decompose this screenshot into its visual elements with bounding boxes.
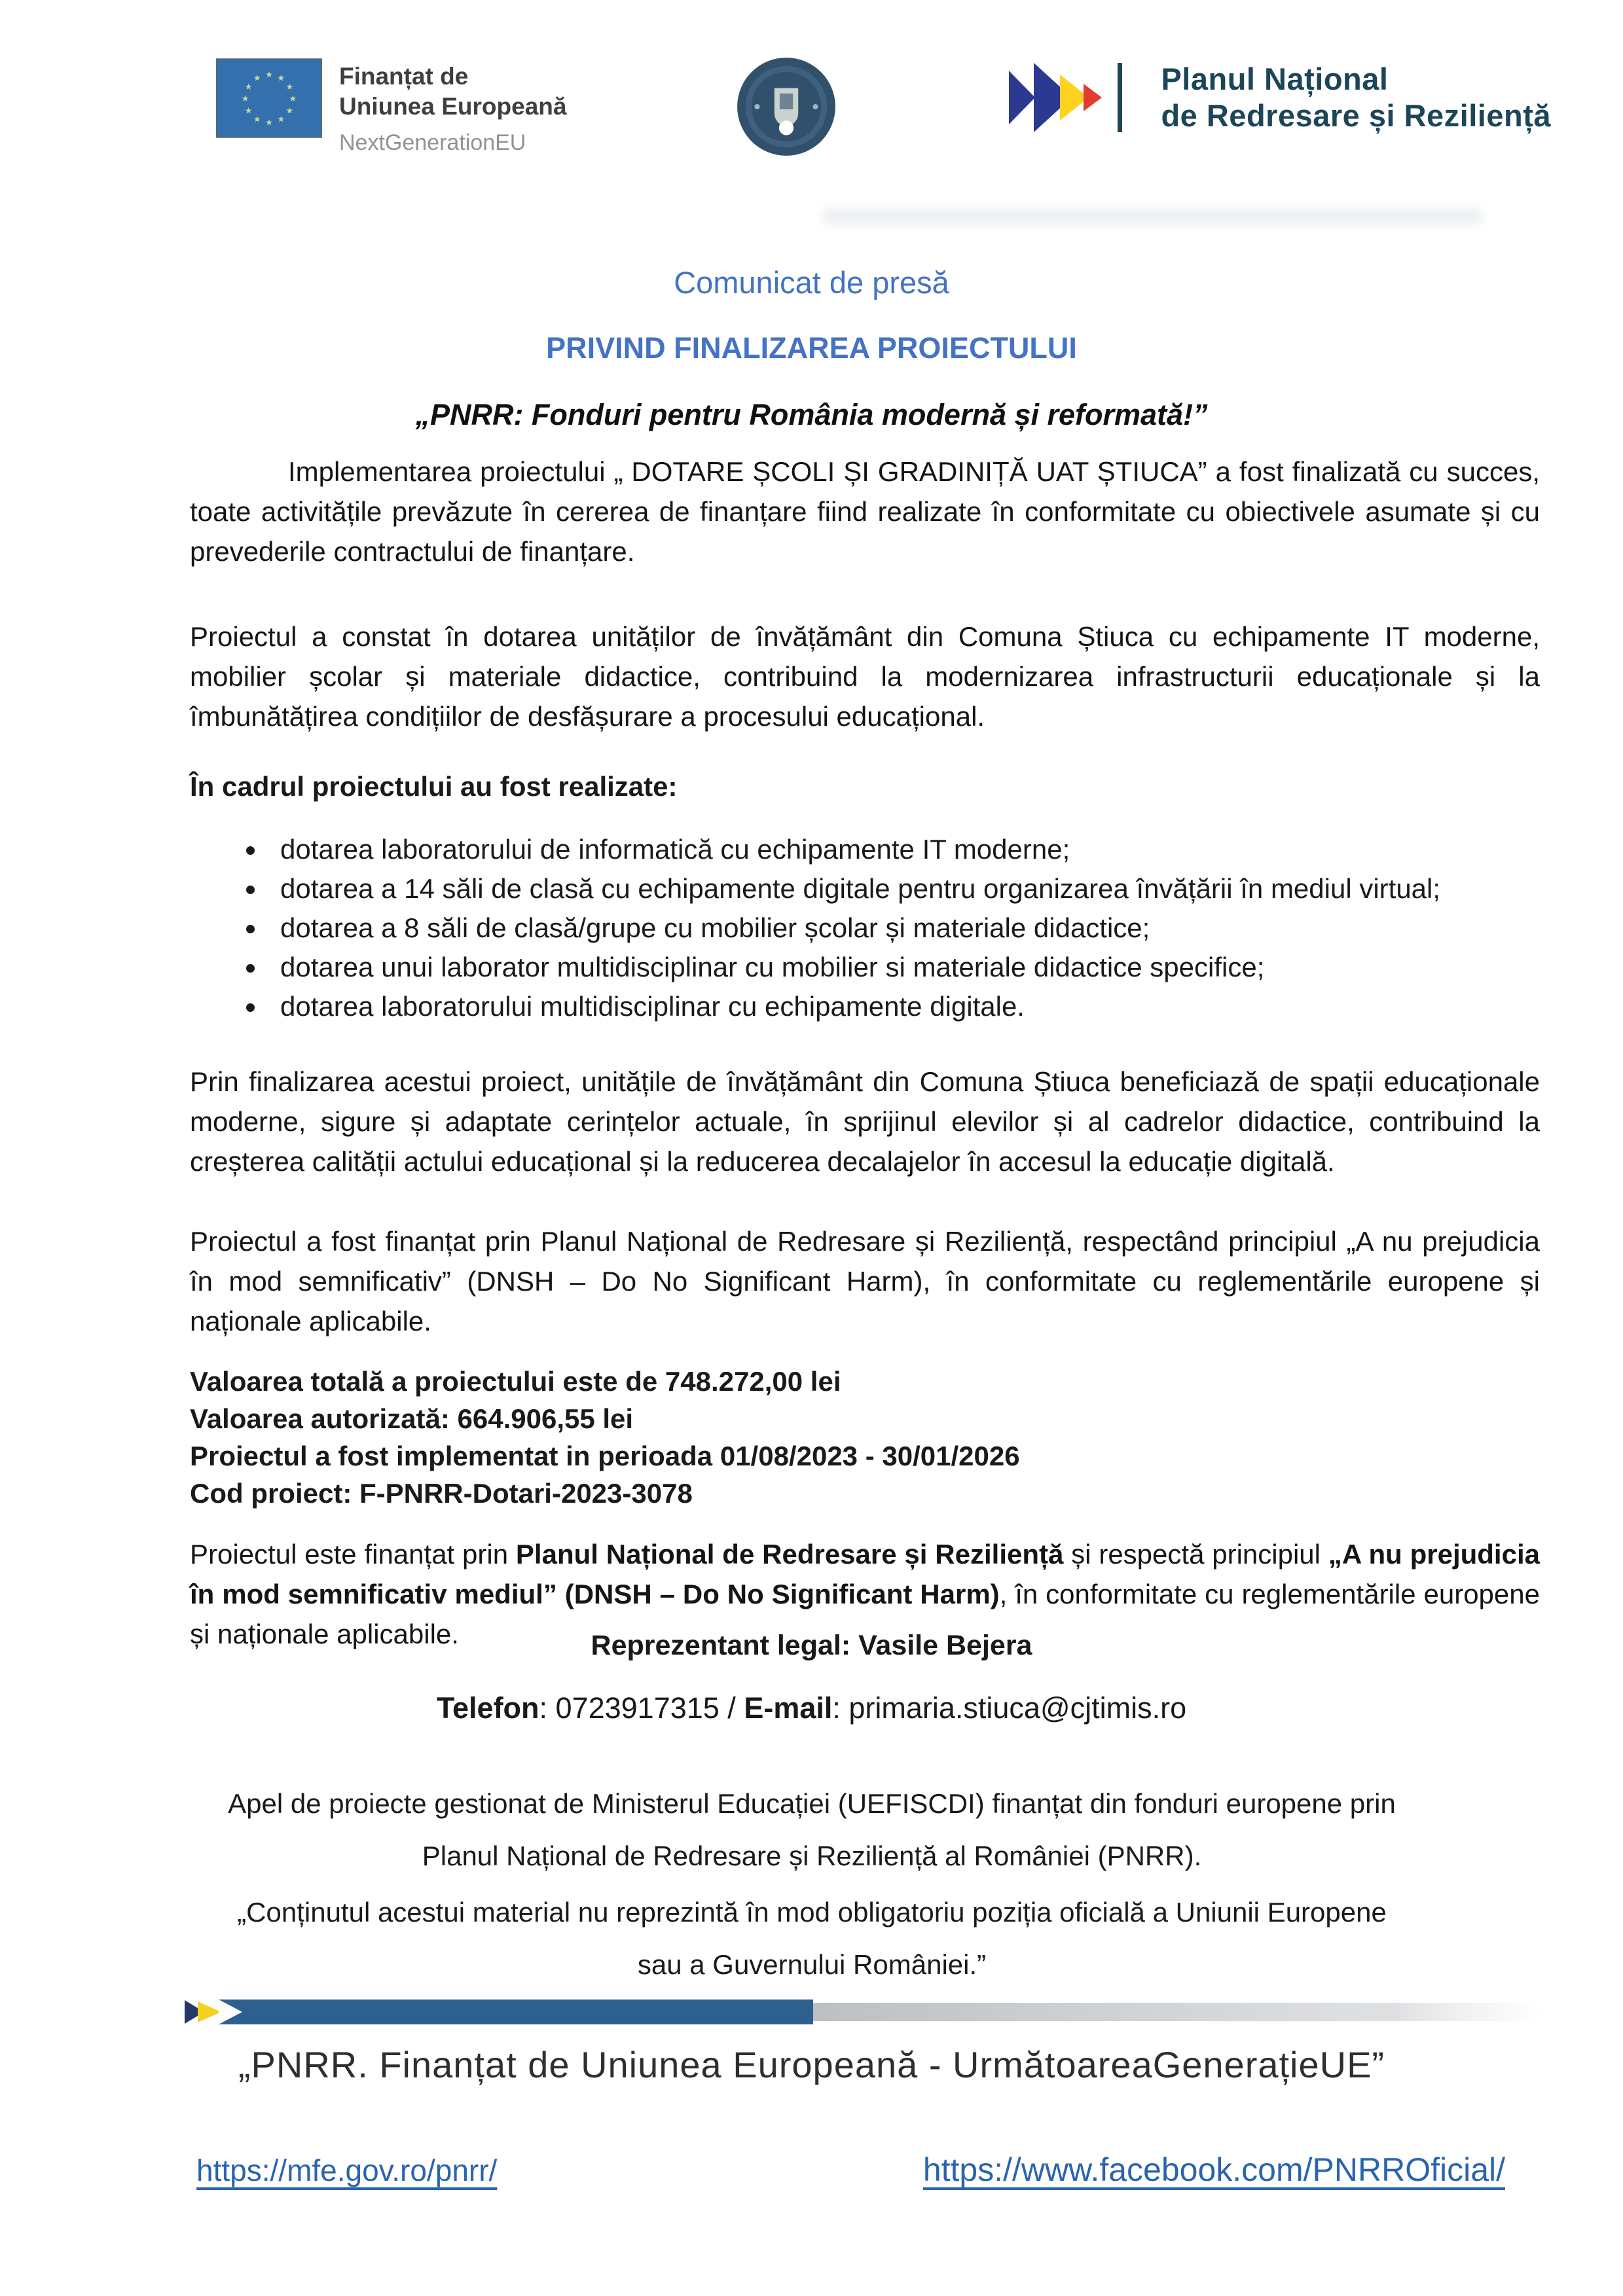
list-item: • dotarea laboratorului multidisciplinar cu echipamente digitale. bbox=[267, 987, 1540, 1026]
fact-period: Proiectul a fost implementat in perioada 01/08/2023 - 30/01/2026 bbox=[190, 1441, 1020, 1471]
note-disclaimer: „Conținutul acestui material nu reprezintă în mod obligatoriu poziția oficială a Uniunii Europene sau a Guvernului României.” bbox=[237, 1897, 1387, 1980]
phone-value: : 0723917315 / bbox=[539, 1691, 744, 1725]
fact-project-code: Cod proiect: F-PNRR-Dotari-2023-3078 bbox=[190, 1478, 693, 1509]
eu-flag-icon bbox=[216, 58, 322, 139]
eu-logo-line3: NextGenerationEU bbox=[339, 130, 526, 155]
dnsh-seg5: , în conformitate cu reglementările europene și naționale aplicabile. bbox=[190, 1579, 1540, 1649]
government-seal-icon bbox=[733, 54, 839, 160]
svg-text:★: ★ bbox=[265, 70, 273, 81]
achievements-heading: În cadrul proiectului au fost realizate: bbox=[190, 771, 678, 802]
paragraph-project-scope: Proiectul a constat în dotarea unităților de învățământ din Comuna Știuca cu echipamente IT moderne, mobilier școlar și materiale didactice, contribuind la modernizarea infrastructurii educaționale și la îmbunătățirea condițiilor de desfășurare a procesului educațional. bbox=[190, 621, 1540, 732]
pnrr-logo bbox=[1006, 58, 1551, 137]
scan-artifact bbox=[822, 208, 1483, 225]
eu-logo bbox=[216, 58, 566, 157]
svg-text:★: ★ bbox=[244, 106, 253, 117]
pnrr-logo-text bbox=[1161, 61, 1551, 134]
paragraph-implementation: Implementarea proiectului „ DOTARE ȘCOLI ȘI GRADINIȚĂ UAT ȘTIUCA” a fost finalizată cu succes, toate activitățile prevăzute în cererea de finanțare fiind realizate în conformitate cu obiectivele asumate și cu prevederile contractului de finanțare. bbox=[190, 456, 1540, 567]
legal-representative: Reprezentant legal: Vasile Bejera bbox=[591, 1630, 1032, 1661]
achievements-list bbox=[190, 830, 1540, 1026]
contact-line bbox=[0, 1691, 1623, 1725]
fact-authorized-value: Valoarea autorizată: 664.906,55 lei bbox=[190, 1403, 634, 1434]
list-item: • dotarea a 14 săli de clasă cu echipamente digitale pentru organizarea învățării în mediul virtual; bbox=[267, 869, 1540, 908]
list-item: • dotarea a 8 săli de clasă/grupe cu mobilier școlar și materiale didactice; bbox=[267, 908, 1540, 948]
eu-logo-text bbox=[339, 58, 566, 157]
svg-text:★: ★ bbox=[285, 106, 294, 117]
paragraph-benefits: Prin finalizarea acestui proiect, unitățile de învățământ din Comuna Știuca beneficiază de spații educaționale moderne, sigure și adaptate cerințelor actuale, în sprijinul elevilor și al cadrelor didactice, contribuind la creșterea calității actului educațional și la reducerea decalajelor în accesul la educație digitală. bbox=[190, 1066, 1540, 1177]
list-item: • dotarea laboratorului de informatică cu echipamente IT moderne; bbox=[267, 830, 1540, 869]
mfe-link[interactable]: https://mfe.gov.ro/pnrr/ bbox=[196, 2153, 498, 2187]
pnrr-slogan: „PNRR: Fonduri pentru România modernă și reformată!” bbox=[415, 398, 1208, 431]
list-item: • dotarea unui laborator multidisciplinar cu mobilier si materiale didactice specifice; bbox=[267, 948, 1540, 987]
pnrr-logo-line1: Planul Național bbox=[1161, 62, 1389, 96]
fact-total-value: Valoarea totală a proiectului este de 748.272,00 lei bbox=[190, 1366, 841, 1397]
svg-text:★: ★ bbox=[244, 82, 253, 92]
page-title: PRIVIND FINALIZAREA PROIECTULUI bbox=[546, 331, 1077, 365]
project-facts bbox=[190, 1363, 1540, 1512]
email-value: : primaria.stiuca@cjtimis.ro bbox=[832, 1691, 1187, 1725]
pnrr-arrows-icon bbox=[1006, 58, 1157, 137]
email-label: E-mail bbox=[744, 1691, 833, 1725]
dnsh-seg2-bold: Planul Național de Redresare și Reziliență bbox=[515, 1539, 1064, 1570]
note-call-management: Apel de proiecte gestionat de Ministerul Educației (UEFISCDI) finanțat din fonduri europene prin Planul Național de Redresare și Reziliență al României (PNRR). bbox=[228, 1788, 1396, 1871]
svg-text:★: ★ bbox=[253, 73, 261, 84]
svg-text:★: ★ bbox=[285, 82, 294, 92]
header-logos bbox=[216, 58, 1551, 160]
banner-yellow-arrow-icon bbox=[198, 2001, 221, 2022]
svg-text:★: ★ bbox=[277, 115, 285, 125]
banner-caption: „PNRR. Finanțat de Uniunea Europeană - UrmătoareaGenerațieUE” bbox=[238, 2044, 1385, 2085]
press-release-kicker: Comunicat de presă bbox=[674, 265, 949, 300]
footer-links bbox=[196, 2151, 1505, 2189]
pnrr-banner-bar bbox=[185, 1996, 1553, 2028]
facebook-link[interactable]: https://www.facebook.com/PNRROficial/ bbox=[922, 2151, 1505, 2188]
phone-label: Telefon bbox=[436, 1691, 539, 1725]
paragraph-dnsh-funding: Proiectul a fost finanțat prin Planul Național de Redresare și Reziliență, respectând principiul „A nu prejudicia în mod semnificativ” (DNSH – Do No Significant Harm), în conformitate cu reglementările europene și naționale aplicabile. bbox=[190, 1226, 1540, 1336]
svg-text:★: ★ bbox=[253, 115, 261, 125]
svg-text:★: ★ bbox=[277, 73, 285, 84]
eu-logo-line2: Uniunea Europeană bbox=[339, 93, 567, 120]
svg-text:★: ★ bbox=[241, 94, 249, 105]
pnrr-logo-line2: de Redresare și Reziliență bbox=[1161, 98, 1551, 133]
eu-logo-line1: Finanțat de bbox=[339, 63, 469, 90]
dnsh-seg3: și respectă principiul bbox=[1063, 1539, 1328, 1570]
dnsh-seg4-bold: „A nu prejudicia în mod semnificativ mediul” (DNSH – Do No Significant Harm) bbox=[190, 1539, 1540, 1609]
svg-text:★: ★ bbox=[265, 118, 273, 128]
dnsh-seg1: Proiectul este finanțat prin bbox=[190, 1539, 516, 1570]
svg-text:★: ★ bbox=[289, 94, 297, 105]
